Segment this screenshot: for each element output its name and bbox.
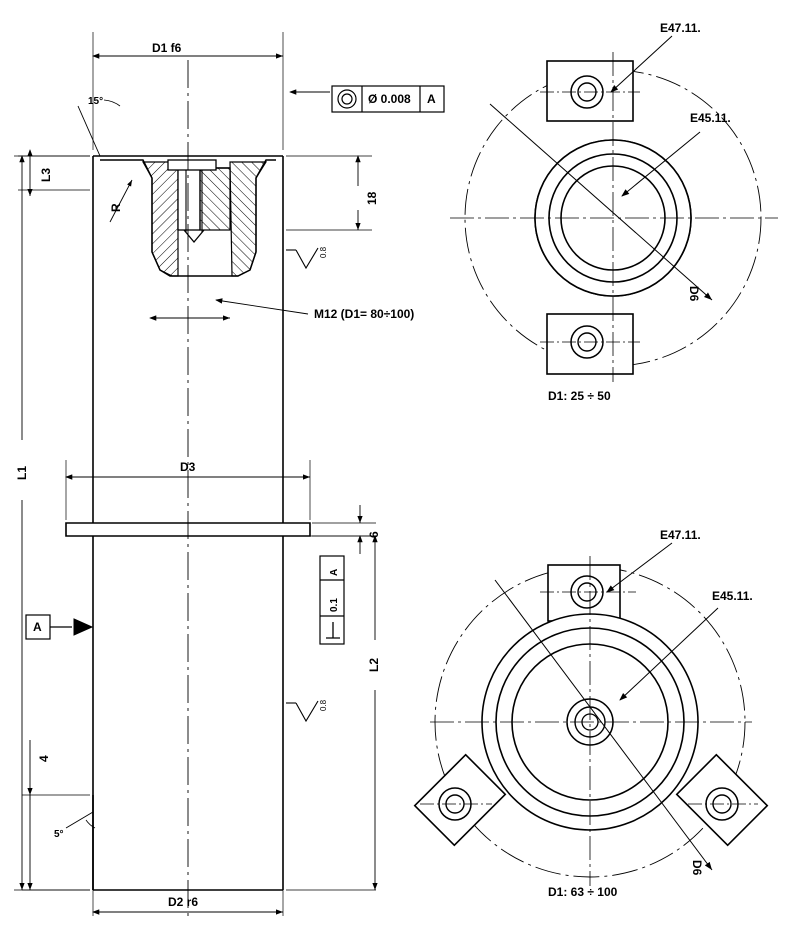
- leader-d6-bottom-label: D6: [690, 860, 704, 876]
- dimension-d1-label: D1 f6: [152, 41, 182, 55]
- thread-note-label: M12 (D1= 80÷100): [314, 307, 415, 321]
- angle-5-label: 5°: [54, 829, 64, 840]
- plan-view-small-geometry: [450, 36, 778, 382]
- dimension-l2-label: L2: [367, 657, 381, 672]
- dimension-d3-label: D3: [180, 460, 196, 474]
- dimension-d2-label: D2 r6: [168, 895, 199, 909]
- roughness-top-label: 0.8: [319, 246, 328, 258]
- roughness-bottom-label: 0.8: [319, 699, 328, 711]
- perpendicularity-value-label: 0.1: [329, 598, 340, 612]
- dimension-l3-label: L3: [39, 167, 53, 182]
- leader-e4511-top-label: E45.11.: [690, 111, 731, 125]
- plan-view-small-caption: D1: 25 ÷ 50: [548, 389, 611, 403]
- section-view-geometry: [14, 32, 444, 920]
- datum-a-label: A: [33, 620, 42, 634]
- dimension-4-label: 4: [37, 755, 51, 762]
- dimension-6-label: 6: [367, 531, 381, 538]
- concentricity-value-label: Ø 0.008: [368, 92, 411, 106]
- dimension-18-label: 18: [365, 191, 379, 205]
- concentricity-datum-label: A: [427, 92, 436, 106]
- leader-e4711-top-label: E47.11.: [660, 21, 701, 35]
- perpendicularity-datum-label: A: [329, 568, 340, 576]
- leader-d6-top-label: D6: [687, 286, 701, 302]
- angle-15-label: 15°: [88, 96, 104, 107]
- dimension-l1-label: L1: [15, 465, 29, 480]
- radius-label: R: [109, 203, 123, 212]
- leader-e4711-bottom-label: E47.11.: [660, 528, 701, 542]
- plan-view-large-caption: D1: 63 ÷ 100: [548, 885, 618, 899]
- leader-e4511-bottom-label: E45.11.: [712, 589, 753, 603]
